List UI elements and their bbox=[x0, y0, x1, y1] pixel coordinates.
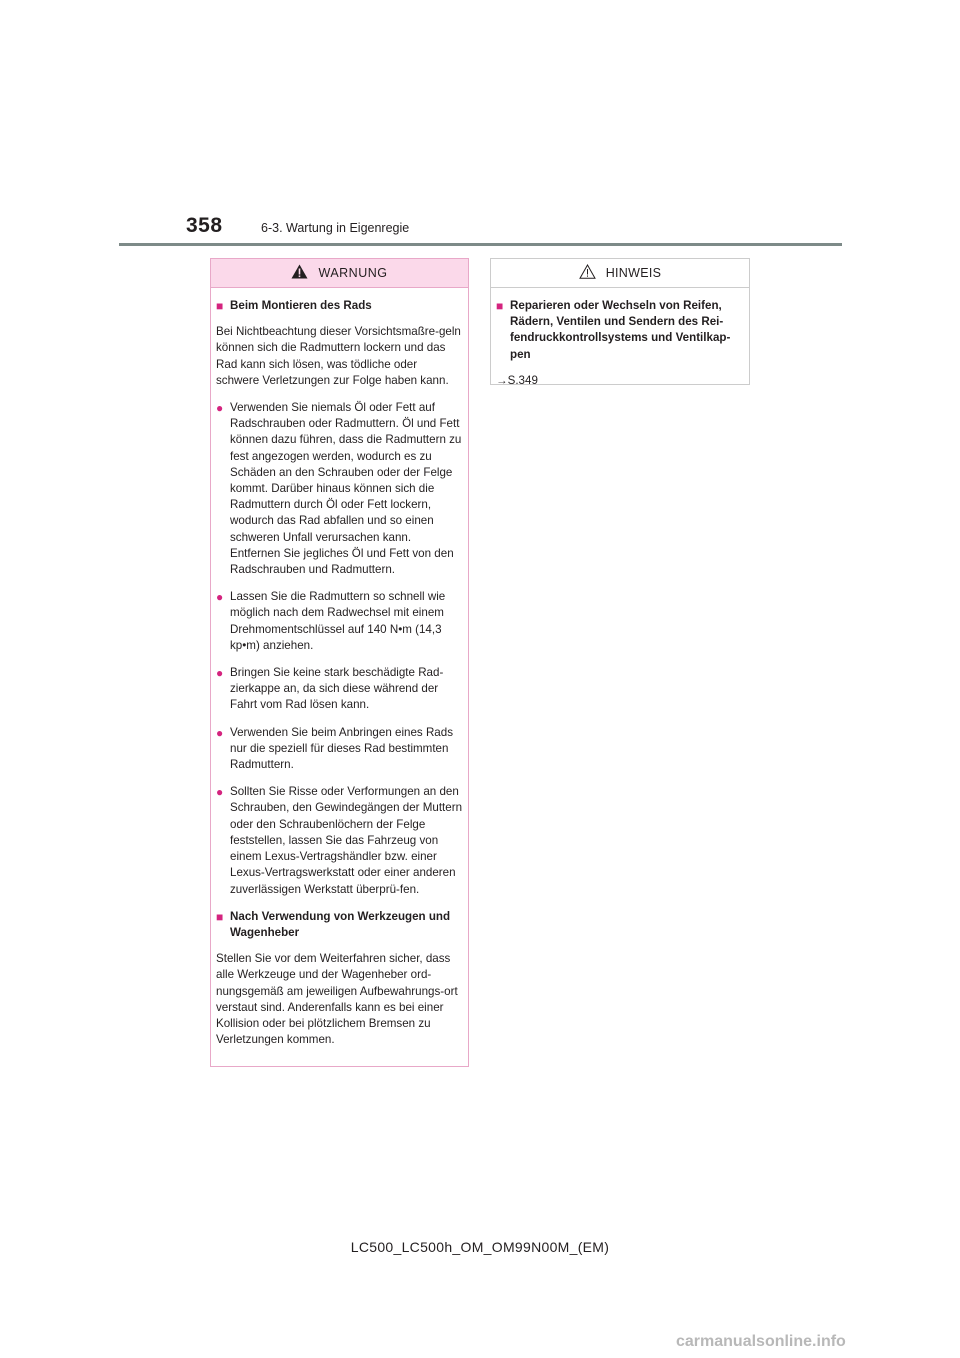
warning-bullet bbox=[216, 665, 463, 714]
warning-bullet bbox=[216, 400, 463, 578]
note-heading bbox=[496, 298, 744, 363]
footer-code: LC500_LC500h_OM_OM99N00M_(EM) bbox=[350, 1239, 610, 1255]
note-body bbox=[491, 288, 749, 389]
round-bullet-icon: ● bbox=[216, 401, 224, 416]
warning-bullet-text: Verwenden Sie beim Anbringen eines Rads nur die speziell für dieses Rad bestimmten Radmuttern. bbox=[230, 725, 454, 772]
warning-bullet-text: Bringen Sie keine stark beschädigte Rad-zierkappe an, da sich diese während der Fahrt vom Rad lösen kann. bbox=[230, 666, 444, 712]
warning-body bbox=[211, 288, 468, 1048]
square-bullet-icon: ■ bbox=[216, 909, 224, 924]
warning-heading-1-text: Beim Montieren des Rads bbox=[230, 299, 372, 312]
caution-triangle-icon bbox=[579, 264, 596, 282]
round-bullet-icon: ● bbox=[216, 590, 224, 605]
page-reference-text: S.349 bbox=[507, 373, 538, 387]
warning-header bbox=[211, 259, 468, 288]
warning-heading-2-text: Nach Verwendung von Werkzeugen und Wagenheber bbox=[230, 909, 451, 939]
note-box bbox=[490, 258, 750, 385]
warning-box bbox=[210, 258, 469, 1067]
round-bullet-icon: ● bbox=[216, 666, 224, 681]
warning-bullet bbox=[216, 784, 463, 897]
round-bullet-icon: ● bbox=[216, 785, 224, 800]
square-bullet-icon: ■ bbox=[216, 299, 224, 313]
warning-heading-2 bbox=[216, 909, 463, 941]
warning-bullet-text: Verwenden Sie niemals Öl oder Fett auf Radschrauben oder Radmuttern. Öl und Fett können dazu führen, dass die Radmuttern zu fest angezogen werden, wodurch es zu Schäden an den Schrauben oder der Felge kommt. Darüber hinaus können sich die Radmuttern durch Öl oder Fett lockern, wodurch das Rad abfallen und so einen schweren Unfall verursachen kann. Entfernen Sie jegliches Öl und Fett von den Radschrauben und Radmuttern. bbox=[230, 401, 462, 577]
note-heading-text: Reparieren oder Wechseln von Reifen, Rädern, Ventilen und Sendern des Rei-fendruckkontrollsystems und Ventilkap-pen bbox=[510, 299, 731, 361]
square-bullet-icon: ■ bbox=[496, 299, 504, 313]
warning-heading-1 bbox=[216, 298, 463, 314]
note-title: HINWEIS bbox=[605, 266, 662, 280]
warning-bullet-text: Sollten Sie Risse oder Verformungen an den Schrauben, den Gewindegängen der Muttern oder den Schraubenlöchern der Felge feststellen, lassen Sie das Fahrzeug von einem Lexus-Vertragshändler bzw. einer Lexus-Vertragswerkstatt oder einer anderen zuverlässigen Werkstatt überprü-fen. bbox=[230, 785, 463, 896]
warning-bullet bbox=[216, 725, 463, 774]
warning-intro: Bei Nichtbeachtung dieser Vorsichtsmaßre-geln können sich die Radmuttern lockern und das Rad kann sich lösen, was tödliche oder schwere Verletzungen zur Folge haben kann. bbox=[216, 325, 461, 387]
warning-triangle-icon bbox=[291, 264, 308, 282]
page-number: 358 bbox=[186, 214, 223, 237]
note-header bbox=[491, 259, 749, 288]
warning-outro: Stellen Sie vor dem Weiterfahren sicher, dass alle Werkzeuge und der Wagenheber ord-nungsgemäß am jeweiligen Aufbewahrungs-ort verstaut sind. Anderenfalls kann es bei einer Kollision oder bei plötzlichem Bremsen zu Verletzungen kommen. bbox=[216, 952, 458, 1047]
section-title: 6-3. Wartung in Eigenregie bbox=[261, 221, 410, 235]
page-reference[interactable] bbox=[496, 373, 744, 389]
warning-bullet-text: Lassen Sie die Radmuttern so schnell wie möglich nach dem Radwechsel mit einem Drehmomentschlüssel auf 140 N•m (14,3 kp•m) anziehen. bbox=[230, 590, 446, 652]
warning-title: WARNUNG bbox=[318, 266, 388, 280]
arrow-right-icon: → bbox=[496, 373, 508, 387]
watermark: carmanualsonline.info bbox=[676, 1333, 846, 1350]
warning-bullet bbox=[216, 589, 463, 654]
header-rule bbox=[119, 243, 842, 246]
round-bullet-icon: ● bbox=[216, 725, 224, 740]
